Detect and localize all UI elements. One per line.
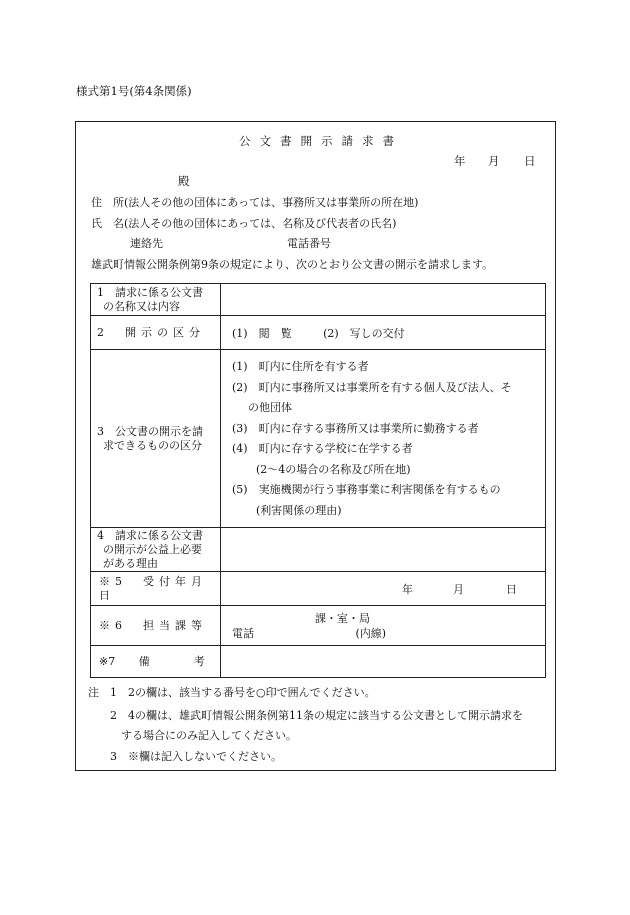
applicant-name-label: 氏 名(法人その他の団体にあっては、名称及び代表者の氏名) [91, 217, 397, 230]
request-table [90, 283, 546, 678]
note-2: 2 4の欄は、雄武町情報公開条例第11条の規定に該当する公文書として開示請求を [110, 709, 523, 722]
row5-value [221, 572, 546, 606]
row6-value [221, 606, 546, 646]
row2-label [91, 316, 221, 350]
list-item: (利害関係の理由) [256, 503, 342, 517]
row1-label-line1: 1 請求に係る公文書 [97, 285, 203, 299]
row5-label-text: ※5 受付年月日 [99, 574, 207, 602]
table-row-eligibility [91, 350, 546, 528]
note-3: 3 ※欄は記入しないでください。 [110, 750, 282, 763]
table-row-public-interest [91, 528, 546, 572]
row7-label-text [91, 655, 220, 669]
row7-label [91, 646, 221, 678]
note-2-continued: する場合にのみ記入してください。 [121, 729, 297, 742]
row1-label [91, 284, 221, 316]
list-item[interactable]: (2) 町内に事務所又は事業所を有する個人及び法人、そ [232, 380, 512, 394]
list-item[interactable]: (5) 実施機関が行う事務事業に利害関係を有するもの [232, 483, 501, 496]
row4-label [91, 528, 221, 572]
row3-label-line2: 求できるものの区分 [103, 438, 202, 452]
row2-label-text: 2 開示の区分 [97, 325, 205, 339]
row2-value [221, 316, 546, 350]
row1-value[interactable] [221, 284, 546, 316]
list-item: (2〜4の場合の名称及び所在地) [256, 462, 411, 476]
date-year: 年 [454, 154, 466, 168]
row4-value[interactable] [221, 528, 546, 572]
table-row-document-name [91, 284, 546, 316]
received-year: 年 [402, 582, 413, 596]
eligibility-list [221, 350, 545, 527]
row3-value [221, 350, 546, 528]
department-phone-label: 電話 [232, 626, 254, 640]
note-1: 注 1 2の欄は、該当する番号を○印で囲んでください。 [88, 686, 376, 699]
row6-label-text: ※6 担当課等 [99, 618, 207, 632]
table-row-department [91, 606, 546, 646]
applicant-address-label: 住 所(法人その他の団体にあっては、事務所又は事業所の所在地) [91, 196, 419, 209]
row4-label-line1: 4 請求に係る公文書 [97, 528, 203, 542]
option-view[interactable]: (1) 閲 覧 [232, 326, 292, 340]
row4-label-line3: がある理由 [103, 556, 158, 570]
list-item[interactable]: (3) 町内に存する事務所又は事業所に勤務する者 [232, 421, 479, 435]
date-day: 日 [524, 154, 536, 168]
department-extension: (内線) [355, 626, 387, 640]
received-day: 日 [506, 582, 517, 596]
row7-mark: ※7 [99, 654, 116, 668]
row7-value[interactable] [221, 646, 546, 678]
document-title: 公文書開示請求書 [239, 134, 403, 148]
option-copy[interactable]: (2) 写しの交付 [323, 326, 405, 340]
contact-label: 連絡先 [130, 237, 163, 250]
request-statement: 雄武町情報公開条例第9条の規定により、次のとおり公文書の開示を請求します。 [91, 258, 494, 271]
date-month: 月 [488, 154, 500, 168]
addressee-suffix: 殿 [178, 174, 190, 188]
table-row-received-date [91, 572, 546, 606]
row7-remarks: 備 考 [138, 654, 205, 668]
row3-label [91, 350, 221, 528]
department-phone [221, 626, 545, 641]
table-row-disclosure-type [91, 316, 546, 350]
row3-label-line1: 3 公文書の開示を請 [97, 424, 203, 438]
received-month: 月 [453, 582, 464, 596]
phone-label: 電話番号 [287, 237, 331, 250]
row1-label-line2: の名称又は内容 [103, 299, 180, 313]
table-row-remarks [91, 646, 546, 678]
list-item: の他団体 [248, 401, 292, 414]
list-item[interactable]: (1) 町内に住所を有する者 [232, 360, 369, 373]
list-item[interactable]: (4) 町内に存する学校に在学する者 [232, 442, 413, 455]
department-unit: 課・室・局 [315, 611, 370, 625]
row5-label [91, 572, 221, 606]
received-date [221, 581, 545, 597]
row4-label-line2: の開示が公益上必要 [103, 542, 202, 556]
form-label: 様式第1号(第4条関係) [76, 84, 192, 98]
row6-label [91, 606, 221, 646]
